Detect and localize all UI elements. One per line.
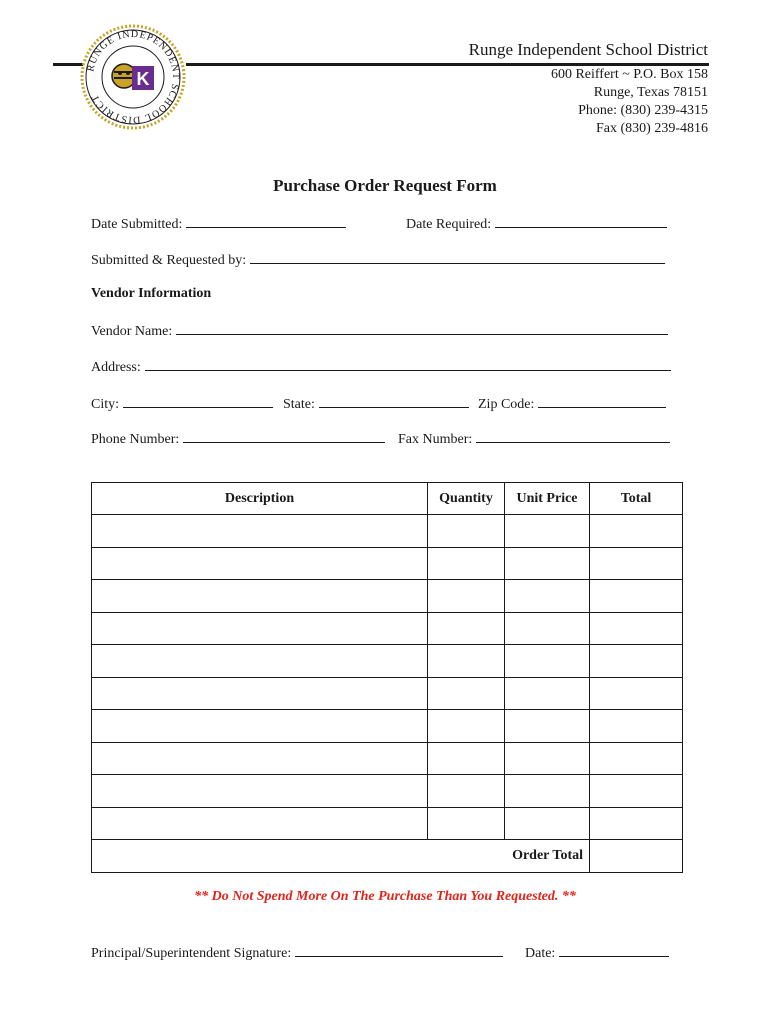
unit-price-cell[interactable] xyxy=(505,645,590,678)
fax-field[interactable] xyxy=(476,429,670,443)
unit-price-cell[interactable] xyxy=(505,710,590,743)
zip-field[interactable] xyxy=(538,394,666,408)
date-required-field[interactable] xyxy=(495,214,667,228)
header-quantity: Quantity xyxy=(428,483,505,515)
state-field[interactable] xyxy=(319,394,469,408)
quantity-cell[interactable] xyxy=(428,612,505,645)
submitted-by-row xyxy=(91,250,665,269)
total-cell[interactable] xyxy=(590,515,683,548)
description-cell[interactable] xyxy=(92,580,428,613)
quantity-cell[interactable] xyxy=(428,742,505,775)
address-line-2: Runge, Texas 78151 xyxy=(593,85,708,100)
signature-date-label: Date: xyxy=(525,946,556,961)
total-cell[interactable] xyxy=(590,775,683,808)
quantity-cell[interactable] xyxy=(428,515,505,548)
svg-text:K: K xyxy=(136,69,150,89)
date-submitted-row xyxy=(91,214,346,233)
phone-row xyxy=(91,429,385,448)
unit-price-cell[interactable] xyxy=(505,742,590,775)
city-row xyxy=(91,394,273,413)
city-field[interactable] xyxy=(123,394,273,408)
header-rule-left xyxy=(53,63,83,66)
vendor-name-field[interactable] xyxy=(176,321,668,335)
description-cell[interactable] xyxy=(92,677,428,710)
signature-field[interactable] xyxy=(295,943,503,957)
total-cell[interactable] xyxy=(590,677,683,710)
unit-price-cell[interactable] xyxy=(505,515,590,548)
total-cell[interactable] xyxy=(590,645,683,678)
date-required-row xyxy=(406,214,667,233)
address-field[interactable] xyxy=(145,357,671,371)
table-row xyxy=(92,677,683,710)
fax-number: Fax (830) 239-4816 xyxy=(596,121,708,136)
quantity-cell[interactable] xyxy=(428,807,505,840)
table-row xyxy=(92,612,683,645)
header-unit-price: Unit Price xyxy=(505,483,590,515)
item-rows xyxy=(92,515,683,840)
signature-date-field[interactable] xyxy=(559,943,669,957)
phone-field[interactable] xyxy=(183,429,385,443)
form-title: Purchase Order Request Form xyxy=(273,176,497,195)
zip-row xyxy=(478,394,666,413)
quantity-cell[interactable] xyxy=(428,645,505,678)
total-cell[interactable] xyxy=(590,612,683,645)
svg-text:RUNGE INDEPENDENT SCHOOL DISTR: RUNGE INDEPENDENT SCHOOL DISTRICT xyxy=(85,28,182,126)
table-header-row xyxy=(92,483,683,515)
table-row xyxy=(92,742,683,775)
unit-price-cell[interactable] xyxy=(505,580,590,613)
quantity-cell[interactable] xyxy=(428,775,505,808)
district-name: Runge Independent School District xyxy=(468,40,708,59)
description-cell[interactable] xyxy=(92,612,428,645)
quantity-cell[interactable] xyxy=(428,677,505,710)
date-submitted-field[interactable] xyxy=(186,214,346,228)
vendor-name-row xyxy=(91,321,668,340)
unit-price-cell[interactable] xyxy=(505,807,590,840)
state-label: State: xyxy=(283,397,315,412)
table-row xyxy=(92,710,683,743)
address-label: Address: xyxy=(91,360,141,375)
quantity-cell[interactable] xyxy=(428,710,505,743)
submitted-by-label: Submitted & Requested by: xyxy=(91,253,247,268)
vendor-section-title: Vendor Information xyxy=(91,286,212,301)
total-cell[interactable] xyxy=(590,807,683,840)
total-cell[interactable] xyxy=(590,742,683,775)
order-total-cell[interactable] xyxy=(590,840,683,873)
address-row xyxy=(91,357,671,376)
table-row xyxy=(92,547,683,580)
fax-row xyxy=(398,429,670,448)
signature-label: Principal/Superintendent Signature: xyxy=(91,946,292,961)
total-cell[interactable] xyxy=(590,547,683,580)
header-description: Description xyxy=(92,483,428,515)
description-cell[interactable] xyxy=(92,807,428,840)
state-row xyxy=(283,394,469,413)
description-cell[interactable] xyxy=(92,775,428,808)
description-cell[interactable] xyxy=(92,710,428,743)
description-cell[interactable] xyxy=(92,742,428,775)
description-cell[interactable] xyxy=(92,547,428,580)
signature-row xyxy=(91,943,503,962)
table-row xyxy=(92,580,683,613)
submitted-by-field[interactable] xyxy=(250,250,665,264)
table-row xyxy=(92,807,683,840)
date-submitted-label: Date Submitted: xyxy=(91,217,183,232)
quantity-cell[interactable] xyxy=(428,547,505,580)
phone-number: Phone: (830) 239-4315 xyxy=(578,103,708,118)
total-cell[interactable] xyxy=(590,580,683,613)
signature-date-row xyxy=(525,943,669,962)
unit-price-cell[interactable] xyxy=(505,677,590,710)
address-line-1: 600 Reiffert ~ P.O. Box 158 xyxy=(550,67,708,82)
table-row xyxy=(92,645,683,678)
unit-price-cell[interactable] xyxy=(505,775,590,808)
date-required-label: Date Required: xyxy=(406,217,492,232)
table-row xyxy=(92,775,683,808)
items-table xyxy=(91,482,683,873)
quantity-cell[interactable] xyxy=(428,580,505,613)
total-cell[interactable] xyxy=(590,710,683,743)
unit-price-cell[interactable] xyxy=(505,612,590,645)
header-total: Total xyxy=(590,483,683,515)
fax-label: Fax Number: xyxy=(398,432,473,447)
description-cell[interactable] xyxy=(92,515,428,548)
zip-label: Zip Code: xyxy=(478,397,535,412)
phone-label: Phone Number: xyxy=(91,432,180,447)
city-label: City: xyxy=(91,397,120,412)
vendor-name-label: Vendor Name: xyxy=(91,324,173,339)
order-total-row xyxy=(92,840,683,873)
table-row xyxy=(92,515,683,548)
order-total-label: Order Total xyxy=(92,840,590,873)
district-seal-logo xyxy=(80,24,186,130)
unit-price-cell[interactable] xyxy=(505,547,590,580)
description-cell[interactable] xyxy=(92,645,428,678)
spending-warning: ** Do Not Spend More On The Purchase Than You Requested. ** xyxy=(194,889,576,904)
